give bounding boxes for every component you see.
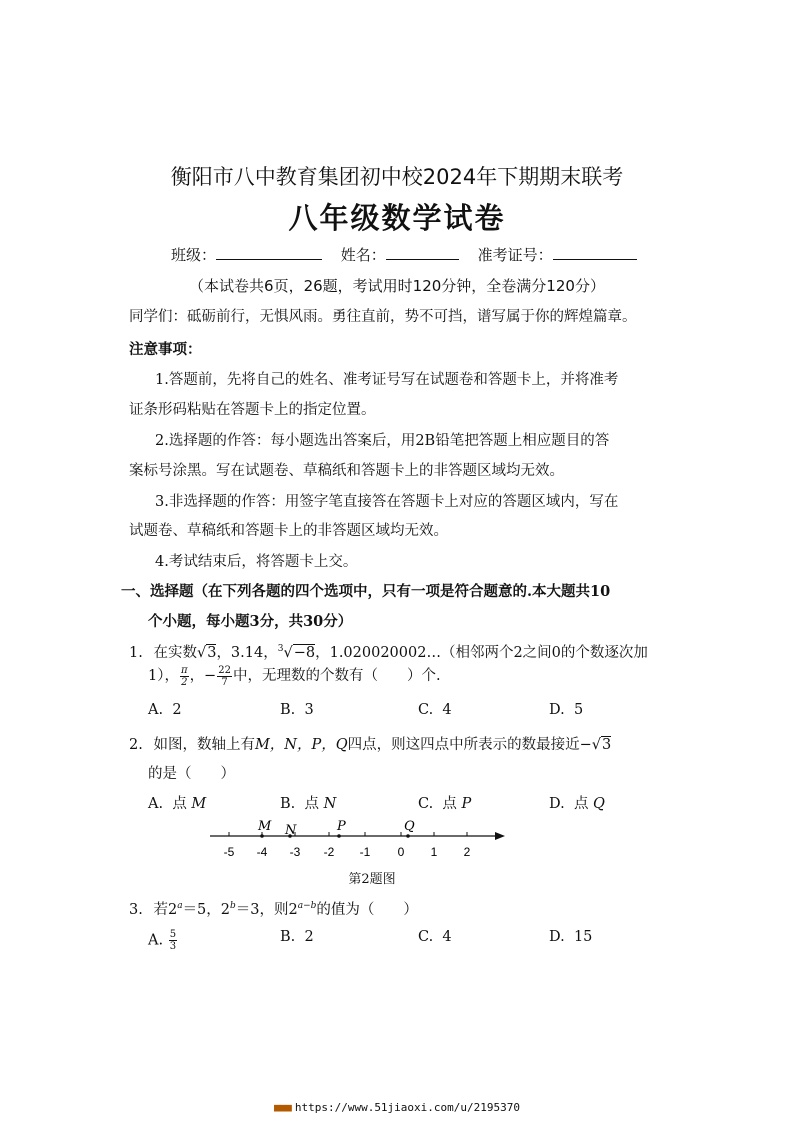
sqrt-symbol: √ <box>283 645 293 661</box>
q3-option-d[interactable]: D. 15 <box>549 929 593 945</box>
tick-label: 0 <box>397 845 405 859</box>
number-line-figure <box>205 814 515 864</box>
sqrt-symbol: √ <box>196 645 207 661</box>
point-m <box>260 834 264 838</box>
q3-number: 3. <box>129 902 143 918</box>
q3-exponent: b <box>230 901 236 912</box>
subject-title: 八年级数学试卷 <box>288 201 506 235</box>
q2-sqrt-radicand: 3 <box>602 737 612 753</box>
q1-sqrt-radicand: 3 <box>207 645 217 661</box>
q1-frac-22-7: $\frac{22}{7}$ <box>218 664 231 688</box>
section1-heading-a: 一、选择题（在下列各题的四个选项中，只有一项是符合题意的.本大题共10 <box>121 583 611 600</box>
footer-url[interactable]: https://www.51jiaoxi.com/u/2195370 <box>294 1101 521 1114</box>
q3-exponent: a <box>177 901 183 912</box>
q2-option-c[interactable]: C. 点 P <box>418 796 472 812</box>
arrow-icon <box>495 832 505 840</box>
q2-text: 四点，则这四点中所表示的数最接近− <box>347 737 592 753</box>
q1-option-c[interactable]: C. 4 <box>418 702 452 718</box>
q1-text: 1）， <box>148 668 179 684</box>
ticket-field-blank[interactable] <box>553 245 637 260</box>
tick-label: -1 <box>359 845 371 859</box>
label-q: Q <box>404 819 415 834</box>
q1-text: 中，无理数的个数有（ ）个. <box>232 668 441 684</box>
q3-text: 的值为（ ） <box>316 902 418 918</box>
q1-text: 在实数 <box>153 645 197 661</box>
tick-label: -4 <box>256 845 268 859</box>
notice-item-3b: 试题卷、草稿纸和答题卡上的非答题区域均无效。 <box>129 523 448 539</box>
tick-label: -5 <box>223 845 235 859</box>
q2-line1 <box>129 733 611 754</box>
q1-number: 1. <box>129 645 143 661</box>
notice-item-1a: 1.答题前，先将自己的姓名、准考证号写在试题卷和答题卡上，并将准考 <box>155 372 619 388</box>
q2-line2: 的是（ ） <box>148 766 235 782</box>
q1-text: ，1.020020002…（相邻两个2之间0的个数逐次加 <box>315 645 648 661</box>
watermark-icon: ■■■ <box>273 1101 291 1114</box>
q3-option-c[interactable]: C. 4 <box>418 929 452 945</box>
figure-caption: 第2题图 <box>348 872 396 887</box>
cuberoot-index: 3 <box>277 644 284 655</box>
q1-option-b[interactable]: B. 3 <box>280 702 314 718</box>
section1-heading-b: 个小题，每小题3分，共30分） <box>148 613 353 630</box>
point-p <box>337 834 341 838</box>
name-field-blank[interactable] <box>386 245 459 260</box>
class-field-blank[interactable] <box>216 245 322 260</box>
q2-option-d[interactable]: D. 点 Q <box>549 796 605 812</box>
q3-exponent: a−b <box>297 901 317 912</box>
footer <box>0 1101 794 1114</box>
q3-frac-5-3: $\frac{5}{3}$ <box>169 929 177 952</box>
notice-item-4: 4.考试结束后，将答题卡上交。 <box>155 554 358 570</box>
label-n: N <box>285 823 297 838</box>
notice-title: 注意事项： <box>129 341 202 358</box>
point-q <box>406 834 410 838</box>
q1-cuberoot-radicand: −8 <box>293 645 316 661</box>
q1-text: ，− <box>189 668 217 684</box>
q1-frac-pi: $\frac{\pi}{2}$ <box>180 664 188 688</box>
class-field-label: 班级： <box>171 246 217 264</box>
q3-text: ＝3，则2 <box>235 902 298 918</box>
notice-item-2b: 案标号涂黑。写在试题卷、草稿纸和答题卡上的非答题区域均无效。 <box>129 463 564 479</box>
q2-points: M，N，P，Q <box>254 737 348 753</box>
q1-text: ，3.14， <box>216 645 278 661</box>
q3-line1 <box>129 898 418 919</box>
q1-line2 <box>148 664 441 688</box>
q3-option-a[interactable]: A. $\frac{5}{3}$ <box>148 929 177 952</box>
q2-option-b[interactable]: B. 点 N <box>280 796 337 812</box>
exam-note: （本试卷共6页，26题，考试用时120分钟，全卷满分120分） <box>189 277 605 295</box>
q2-option-a[interactable]: A. 点 M <box>148 796 207 812</box>
sqrt-symbol: √ <box>591 737 602 753</box>
name-field-label: 姓名： <box>340 246 386 264</box>
q2-text: 如图，数轴上有 <box>153 737 255 753</box>
q3-text: ＝5，2 <box>182 902 231 918</box>
label-p: P <box>337 819 346 834</box>
q1-option-a[interactable]: A. 2 <box>148 702 182 718</box>
tick-label: -2 <box>323 845 335 859</box>
student-info-fields <box>171 244 637 265</box>
greeting: 同学们：砥砺前行，无惧风雨。勇往直前，势不可挡，谱写属于你的辉煌篇章。 <box>129 309 637 325</box>
q3-text: 若2 <box>153 902 178 918</box>
tick-label: 1 <box>430 845 438 859</box>
ticket-field-label: 准考证号： <box>477 246 553 264</box>
q1-line1 <box>129 641 648 662</box>
notice-item-3a: 3.非选择题的作答：用签字笔直接答在答题卡上对应的答题区域内，写在 <box>155 494 619 510</box>
exam-title: 衡阳市八中教育集团初中校2024年下期期末联考 <box>170 165 624 189</box>
q1-option-d[interactable]: D. 5 <box>549 702 584 718</box>
tick-label: 2 <box>463 845 471 859</box>
notice-item-2a: 2.选择题的作答：每小题选出答案后，用2B铅笔把答题上相应题目的答 <box>155 433 610 449</box>
label-m: M <box>258 819 272 834</box>
tick-label: -3 <box>289 845 301 859</box>
q2-number: 2. <box>129 737 143 753</box>
q3-option-b[interactable]: B. 2 <box>280 929 314 945</box>
notice-item-1b: 证条形码粘贴在答题卡上的指定位置。 <box>129 402 376 418</box>
